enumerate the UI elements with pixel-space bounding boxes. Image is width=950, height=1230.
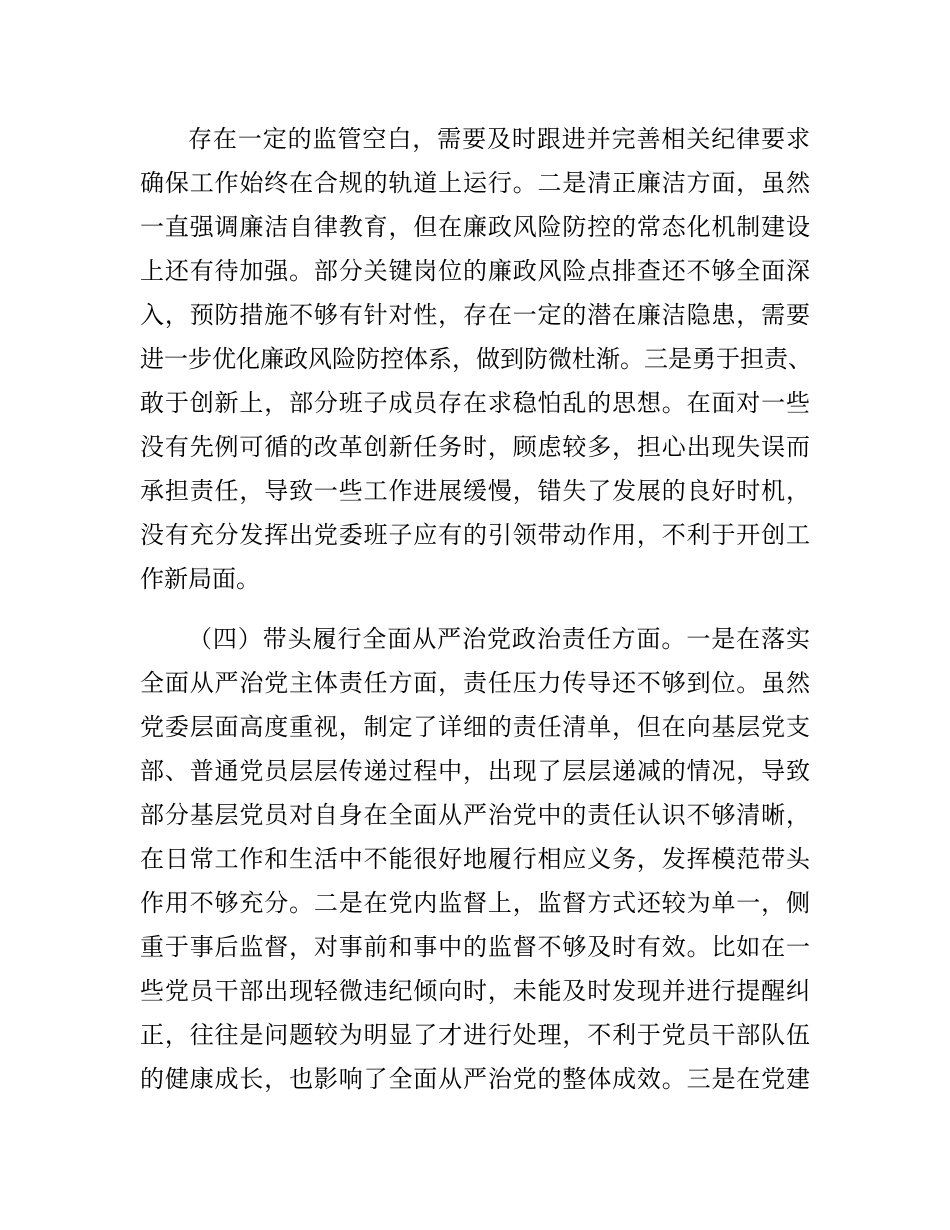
text-line: 部分基层党员对自身在全面从严治党中的责任认识不够清晰， bbox=[140, 802, 810, 829]
text-line: 些党员干部出现轻微违纪倾向时，未能及时发现并进行提醒纠 bbox=[140, 978, 810, 1005]
document-page bbox=[140, 118, 810, 1102]
text-line: 部、普通党员层层传递过程中，出现了层层递减的情况，导致 bbox=[140, 758, 810, 785]
text-line: （四）带头履行全面从严治党政治责任方面。一是在落实 bbox=[188, 626, 810, 653]
text-line: 正，往往是问题较为明显了才进行处理，不利于党员干部队伍 bbox=[140, 1022, 810, 1049]
text-line: 确保工作始终在合规的轨道上运行。二是清正廉洁方面，虽然 bbox=[140, 170, 810, 197]
text-line: 重于事后监督，对事前和事中的监督不够及时有效。比如在一 bbox=[140, 934, 810, 961]
text-line: 全面从严治党主体责任方面，责任压力传导还不够到位。虽然 bbox=[140, 670, 810, 697]
text-line: 存在一定的监管空白，需要及时跟进并完善相关纪律要求 bbox=[188, 126, 810, 153]
paragraph bbox=[140, 618, 810, 1102]
text-line: 作新局面。 bbox=[140, 566, 260, 593]
text-line: 敢于创新上，部分班子成员存在求稳怕乱的思想。在面对一些 bbox=[140, 390, 810, 417]
text-line: 作用不够充分。二是在党内监督上，监督方式还较为单一，侧 bbox=[140, 890, 810, 917]
text-line: 一直强调廉洁自律教育，但在廉政风险防控的常态化机制建设 bbox=[140, 214, 810, 241]
text-line: 承担责任，导致一些工作进展缓慢，错失了发展的良好时机， bbox=[140, 478, 810, 505]
text-line: 上还有待加强。部分关键岗位的廉政风险点排查还不够全面深 bbox=[140, 258, 810, 285]
document-body bbox=[140, 118, 810, 1102]
text-line: 没有充分发挥出党委班子应有的引领带动作用，不利于开创工 bbox=[140, 522, 810, 549]
text-line: 党委层面高度重视，制定了详细的责任清单，但在向基层党支 bbox=[140, 714, 810, 741]
text-line: 的健康成长，也影响了全面从严治党的整体成效。三是在党建 bbox=[140, 1066, 810, 1093]
text-line: 在日常工作和生活中不能很好地履行相应义务，发挥模范带头 bbox=[140, 846, 810, 873]
paragraph bbox=[140, 118, 810, 602]
text-line: 没有先例可循的改革创新任务时，顾虑较多，担心出现失误而 bbox=[140, 434, 810, 461]
text-line: 入，预防措施不够有针对性，存在一定的潜在廉洁隐患，需要 bbox=[140, 302, 810, 329]
text-line: 进一步优化廉政风险防控体系，做到防微杜渐。三是勇于担责、 bbox=[140, 346, 812, 373]
